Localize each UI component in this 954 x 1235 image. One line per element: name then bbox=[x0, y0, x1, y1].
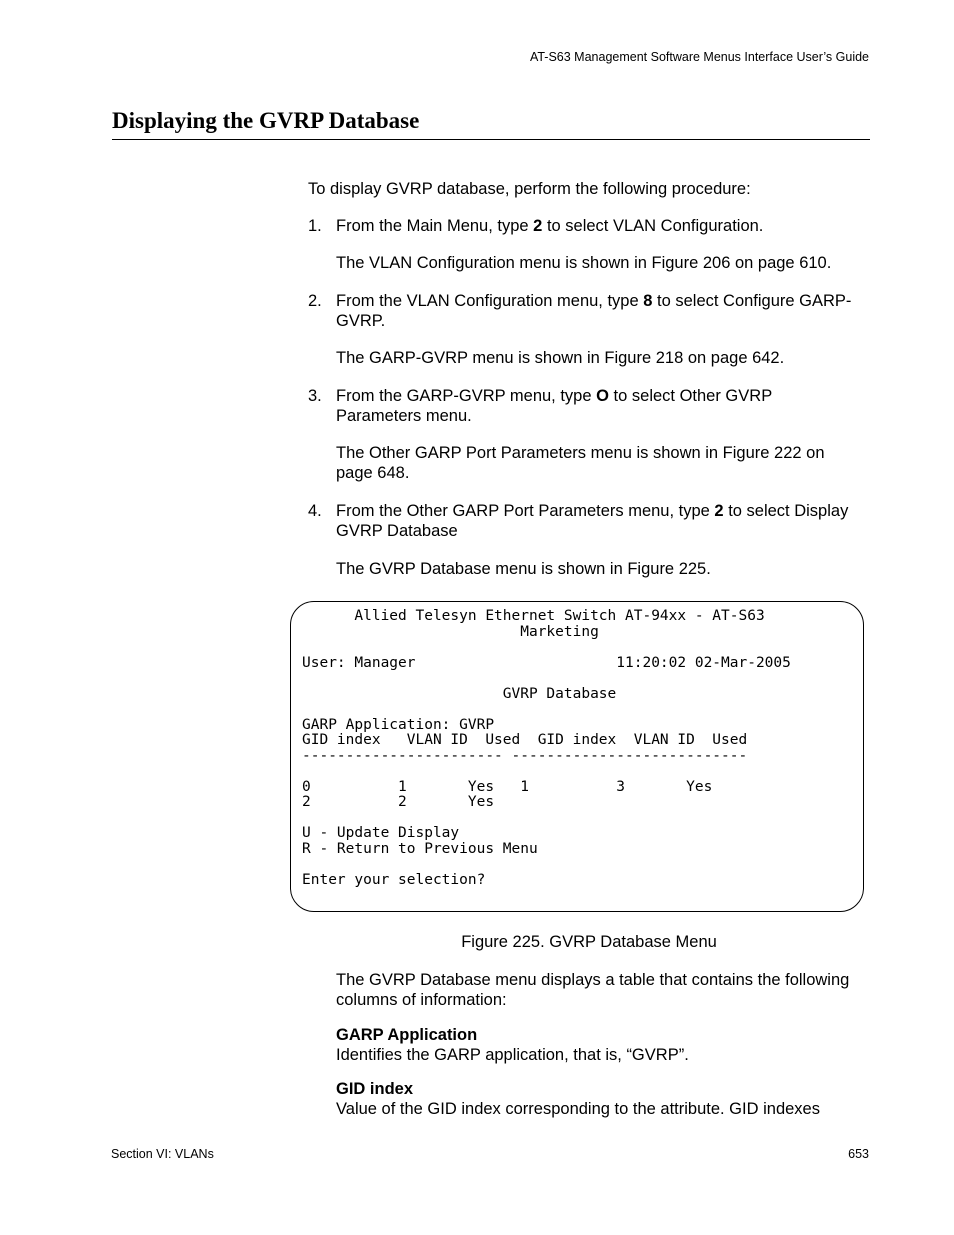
step-instruction bbox=[336, 501, 871, 541]
figure-caption: Figure 225. GVRP Database Menu bbox=[461, 933, 717, 951]
page-number: 653 bbox=[848, 1147, 869, 1161]
definition-text: Identifies the GARP application, that is, “GVRP”. bbox=[336, 1046, 689, 1064]
definition-term: GARP Application bbox=[336, 1026, 478, 1044]
terminal-line: U - Update Display bbox=[302, 825, 460, 841]
step-text-post: to select Display GVRP Database bbox=[336, 502, 849, 540]
step-number: 2. bbox=[308, 292, 322, 310]
definition-item bbox=[336, 1079, 871, 1119]
terminal-line: GVRP Database bbox=[302, 685, 617, 702]
running-header: AT-S63 Management Software Menus Interface User’s Guide bbox=[529, 50, 869, 64]
step-result: The GARP-GVRP menu is shown in Figure 218 on page 642. bbox=[336, 349, 785, 367]
definition-term: GID index bbox=[336, 1080, 414, 1098]
step-instruction bbox=[336, 386, 806, 426]
step-key: 8 bbox=[643, 292, 653, 310]
heading-divider bbox=[112, 139, 870, 140]
footer-section: Section VI: VLANs bbox=[111, 1147, 214, 1161]
step-text-pre: From the GARP-GVRP menu, type bbox=[336, 387, 597, 405]
step-result: The GVRP Database menu is shown in Figure 225. bbox=[336, 560, 711, 578]
step-instruction bbox=[336, 216, 871, 236]
terminal-line: Enter your selection? bbox=[302, 871, 486, 888]
definition-text: Value of the GID index corresponding to the attribute. GID indexes bbox=[336, 1100, 820, 1118]
step-instruction bbox=[336, 291, 871, 331]
terminal-screen-text bbox=[302, 609, 791, 888]
step-key: O bbox=[596, 387, 609, 405]
step-number: 1. bbox=[308, 217, 322, 235]
terminal-line: Allied Telesyn Ethernet Switch AT-94xx - AT-S63 bbox=[302, 608, 765, 624]
step-result: The Other GARP Port Parameters menu is shown in Figure 222 on page 648. bbox=[336, 444, 825, 482]
terminal-line: GID index VLAN ID Used GID index VLAN ID Used bbox=[302, 732, 748, 748]
step-number: 4. bbox=[308, 502, 322, 520]
step-text-pre: From the Main Menu, type bbox=[336, 217, 534, 235]
step-text-pre: From the VLAN Configuration menu, type bbox=[336, 292, 644, 310]
step-text-post: to select VLAN Configuration. bbox=[542, 217, 764, 235]
terminal-line: ----------------------- --------------------------- bbox=[302, 747, 748, 764]
step-result: The VLAN Configuration menu is shown in Figure 206 on page 610. bbox=[336, 254, 832, 272]
description-paragraph: The GVRP Database menu displays a table that contains the following columns of information: bbox=[336, 971, 850, 1009]
terminal-line: GARP Application: GVRP bbox=[302, 716, 495, 733]
terminal-line: 2 2 Yes bbox=[302, 794, 495, 810]
step-text-post: to select Configure GARP-GVRP. bbox=[336, 292, 852, 330]
terminal-line: Marketing bbox=[302, 623, 599, 640]
terminal-line: R - Return to Previous Menu bbox=[302, 840, 538, 857]
definition-item bbox=[336, 1025, 871, 1065]
terminal-line: 0 1 Yes 1 3 Yes bbox=[302, 778, 713, 795]
step-text-post: to select Other GVRP Parameters menu. bbox=[336, 387, 772, 425]
intro-paragraph: To display GVRP database, perform the following procedure: bbox=[308, 180, 751, 198]
terminal-line: User: Manager 11:20:02 02-Mar-2005 bbox=[302, 654, 791, 671]
section-heading: Displaying the GVRP Database bbox=[112, 108, 420, 133]
step-text-pre: From the Other GARP Port Parameters menu, type bbox=[336, 502, 715, 520]
step-number: 3. bbox=[308, 387, 322, 405]
step-key: 2 bbox=[714, 502, 724, 520]
step-key: 2 bbox=[533, 217, 543, 235]
